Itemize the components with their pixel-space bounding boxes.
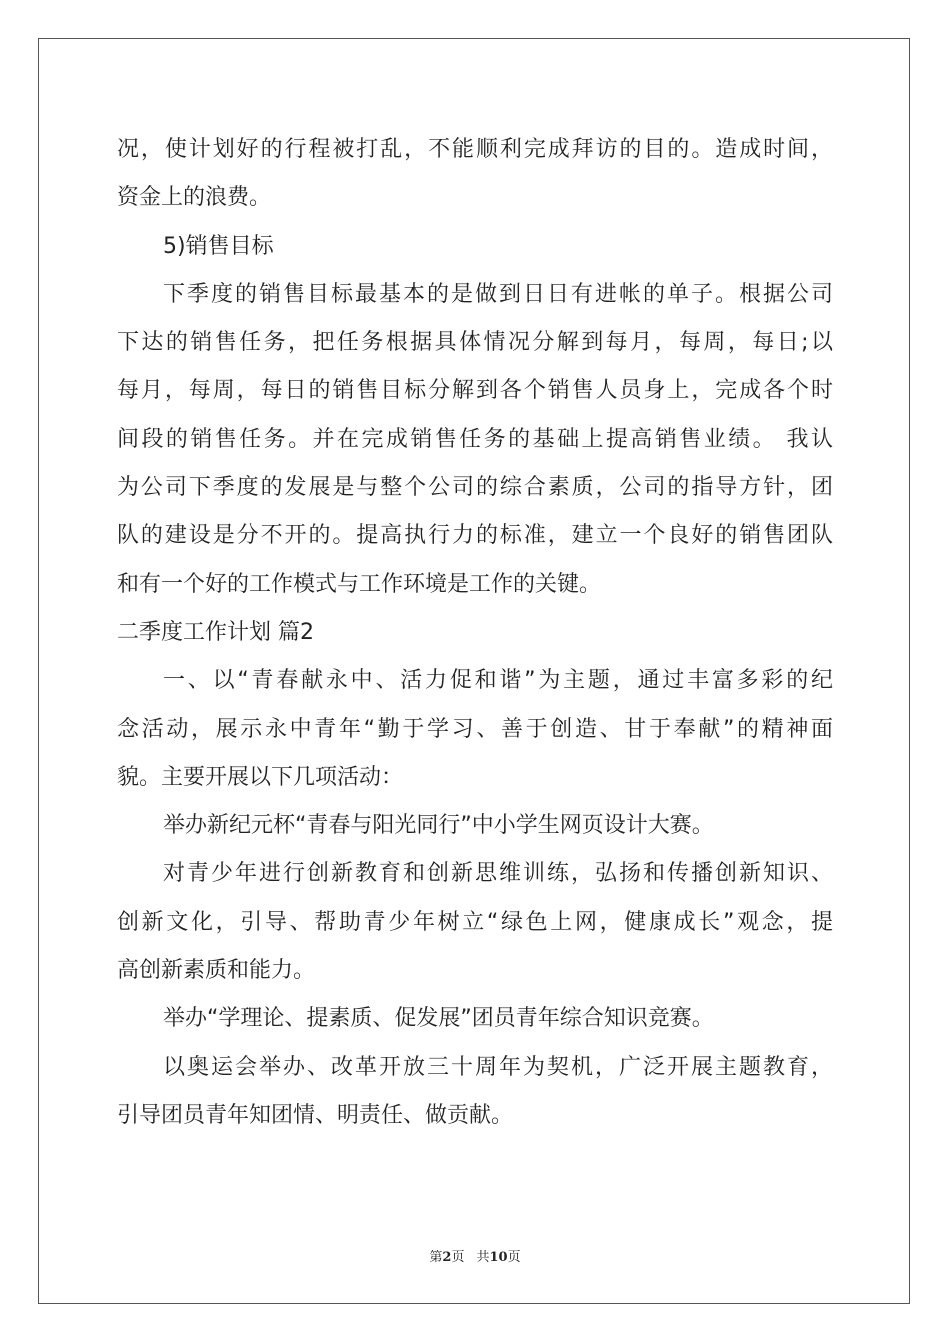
text-line: 以奥运会举办、改革开放三十周年为契机，广泛开展主题教育， xyxy=(163,1054,833,1080)
text-line: 举办新纪元杯“青春与阳光同行”中小学生网页设计大赛。 xyxy=(163,813,714,839)
text-line: 况，使计划好的行程被打乱，不能顺利完成拜访的目的。造成时间， xyxy=(117,137,833,162)
page-prefix: 第 xyxy=(429,1250,443,1265)
text-line: 间段的销售任务。并在完成销售任务的基础上提高销售业绩。 我认 xyxy=(117,426,833,452)
text-line: 二季度工作计划 篇2 xyxy=(117,619,314,645)
page-suffix: 页 xyxy=(451,1250,465,1265)
text-line: 和有一个好的工作模式与工作环境是工作的关键。 xyxy=(117,571,602,597)
total-suffix: 页 xyxy=(507,1250,521,1265)
document-body xyxy=(117,126,833,1140)
total-prefix: 共 xyxy=(476,1250,490,1265)
text-line: 一、以“青春献永中、活力促和谐”为主题，通过丰富多彩的纪 xyxy=(163,668,833,694)
text-line: 下季度的销售目标最基本的是做到日日有进帐的单子。根据公司 xyxy=(163,281,833,307)
text-line: 队的建设是分不开的。提高执行力的标准，建立一个良好的销售团队 xyxy=(117,523,833,549)
text-line: 貌。主要开展以下几项活动： xyxy=(117,764,404,790)
total-pages: 10 xyxy=(489,1250,508,1265)
text-line: 下达的销售任务，把任务根据具体情况分解到每月，每周，每日;以 xyxy=(117,330,833,356)
text-line: 举办“学理论、提素质、促发展”团员青年综合知识竞赛。 xyxy=(163,1006,714,1032)
text-line: 对青少年进行创新教育和创新思维训练，弘扬和传播创新知识、 xyxy=(163,861,833,887)
text-line: 创新文化，引导、帮助青少年树立“绿色上网，健康成长”观念，提 xyxy=(117,909,833,935)
text-line: 每月，每周，每日的销售目标分解到各个销售人员身上，完成各个时 xyxy=(117,378,833,404)
text-line: 为公司下季度的发展是与整个公司的综合素质，公司的指导方针，团 xyxy=(117,475,833,501)
text-line: 资金上的浪费。 xyxy=(117,185,272,211)
page-footer xyxy=(0,1246,950,1265)
page-number: 2 xyxy=(442,1250,452,1265)
text-line: 念活动，展示永中青年“勤于学习、善于创造、甘于奉献”的精神面 xyxy=(117,716,833,742)
text-line: 高创新素质和能力。 xyxy=(117,958,316,984)
text-line: 5)销售目标 xyxy=(163,233,274,259)
text-line: 引导团员青年知团情、明责任、做贡献。 xyxy=(117,1102,514,1128)
